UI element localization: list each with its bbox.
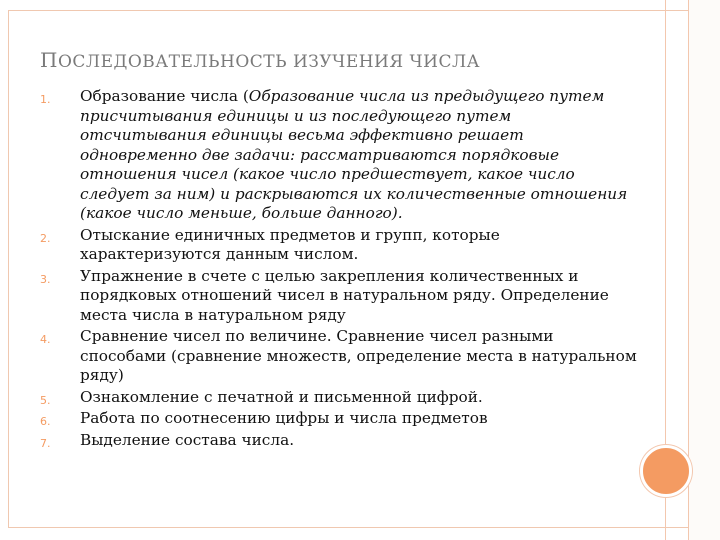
item-number: 1. <box>40 93 51 106</box>
item-text: Образование числа ( <box>80 87 249 105</box>
item-text: Ознакомление с печатной и письменной цифрой. <box>80 387 483 406</box>
list-item <box>40 87 640 224</box>
title-first-letter: П <box>40 48 58 72</box>
item-number: 2. <box>40 231 51 245</box>
list-item <box>40 226 640 265</box>
item-text-italic: Образование числа из предыдущего путем присчитывания единицы и из последующего путем отсчитывания единицы весьма эффективно решает одновременно две задачи: рассматриваются порядковые отношения чисел (какое число предшествует, какое число следует за ним) и раскрываются их количественные отношения (какое число меньше, больше данного). <box>80 87 628 222</box>
list-item <box>40 267 640 326</box>
bullet-list <box>40 87 640 452</box>
right-decor-bar <box>688 0 720 540</box>
item-text: Сравнение чисел по величине. Сравнение чисел разными способами (сравнение множеств, определение места в натуральном ряду) <box>80 327 637 384</box>
list-item <box>40 388 640 408</box>
item-text: Упражнение в счете с целью закрепления количественных и порядковых отношений чисел в натуральном ряду. Определение места числа в натуральном ряду <box>80 266 609 324</box>
item-number: 6. <box>40 415 51 428</box>
item-number: 7. <box>40 436 51 450</box>
item-number: 3. <box>40 272 51 286</box>
item-number: 5. <box>40 393 51 407</box>
item-number: 4. <box>40 333 51 346</box>
item-text: Работа по соотнесению цифры и числа предметов <box>80 409 488 427</box>
list-item <box>40 327 640 386</box>
decor-circle-icon <box>640 445 692 497</box>
list-item <box>40 409 640 429</box>
list-item <box>40 431 640 451</box>
slide-title <box>40 48 640 72</box>
title-rest: ОСЛЕДОВАТЕЛЬНОСТЬ ИЗУЧЕНИЯ ЧИСЛА <box>57 52 481 72</box>
item-text: Выделение состава числа. <box>80 430 295 449</box>
item-text: Отыскание единичных предметов и групп, которые характеризуются данным числом. <box>80 225 500 263</box>
